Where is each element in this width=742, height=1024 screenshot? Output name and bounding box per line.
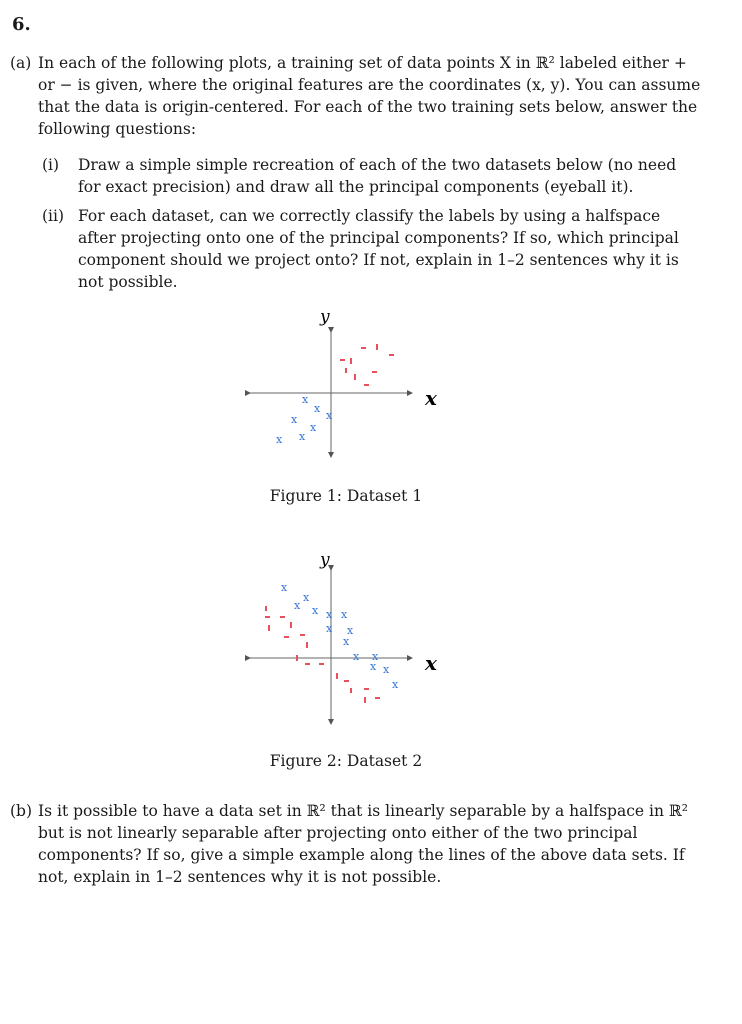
minus-point bbox=[376, 344, 378, 350]
x-point: x bbox=[312, 604, 319, 617]
x-point: x bbox=[310, 421, 317, 434]
part-b-text: Is it possible to have a data set in ℝ² that is linearly separable by a halfspace in ℝ² but is not linearly separable after projecting onto either of the two principal components? If so, give a simple example along the lines of the above data sets. If not, explain in 1–2 sentences why it is not possible. bbox=[38, 802, 688, 886]
x-point: x bbox=[347, 624, 354, 637]
minus-point bbox=[265, 606, 267, 611]
part-b-label: (b) bbox=[10, 802, 33, 820]
x-point: x bbox=[341, 608, 348, 621]
subpart-i-label: (i) bbox=[42, 156, 60, 174]
fig1-x-points bbox=[276, 393, 333, 446]
minus-point bbox=[345, 368, 347, 373]
x-point: x bbox=[326, 409, 333, 422]
x-point: x bbox=[343, 635, 350, 648]
minus-point bbox=[305, 663, 310, 665]
x-point: x bbox=[392, 678, 399, 691]
minus-point bbox=[375, 697, 380, 699]
x-point: x bbox=[276, 433, 283, 446]
minus-point bbox=[344, 680, 349, 682]
subpart-i-text: Draw a simple simple recreation of each of the two datasets below (no need for exact precision) and draw all the principal components (eyeball it). bbox=[78, 156, 677, 196]
minus-point bbox=[336, 673, 338, 679]
x-point: x bbox=[294, 599, 301, 612]
x-point: x bbox=[314, 402, 321, 415]
figure-1-caption: Figure 1: Dataset 1 bbox=[269, 487, 423, 505]
x-point: x bbox=[353, 650, 360, 663]
minus-point bbox=[306, 642, 308, 648]
minus-point bbox=[364, 688, 369, 690]
x-point: x bbox=[299, 430, 306, 443]
minus-point bbox=[372, 371, 377, 373]
minus-point bbox=[265, 616, 270, 618]
minus-point bbox=[340, 359, 345, 361]
minus-point bbox=[364, 384, 369, 386]
part-b bbox=[10, 800, 705, 888]
minus-point bbox=[350, 688, 352, 693]
minus-point bbox=[364, 697, 366, 703]
x-point: x bbox=[326, 622, 333, 635]
minus-point bbox=[361, 347, 366, 349]
subpart-ii-text: For each dataset, can we correctly classify the labels by using a halfspace after projecting onto one of the principal components? If so, which principal component should we project onto? If not, explain in 1–2 sentences why it is not possible. bbox=[78, 207, 679, 291]
fig1-y-label: y bbox=[320, 307, 330, 327]
fig2-x-label: x bbox=[425, 651, 437, 675]
fig2-y-label: y bbox=[320, 550, 330, 570]
subpart-ii-label: (ii) bbox=[42, 207, 65, 225]
minus-point bbox=[300, 634, 305, 636]
x-point: x bbox=[370, 660, 377, 673]
figure-2-caption: Figure 2: Dataset 2 bbox=[269, 752, 423, 770]
fig1-minus-points bbox=[340, 344, 394, 386]
minus-point bbox=[296, 655, 298, 661]
minus-point bbox=[280, 616, 285, 618]
x-point: x bbox=[326, 608, 333, 621]
x-point: x bbox=[281, 581, 288, 594]
x-point: x bbox=[302, 393, 309, 406]
fig2-x-points bbox=[281, 581, 399, 691]
minus-point bbox=[284, 636, 289, 638]
minus-point bbox=[350, 358, 352, 364]
part-a-text: In each of the following plots, a training set of data points X in ℝ² labeled either + or − is given, where the original features are the coordinates (x, y). You can assume that the data is origin-centered. For each of the two training sets below, answer the following questions: bbox=[38, 54, 701, 138]
x-point: x bbox=[372, 650, 379, 663]
x-point: x bbox=[383, 663, 390, 676]
x-point: x bbox=[291, 413, 298, 426]
minus-point bbox=[290, 622, 292, 628]
minus-point bbox=[268, 625, 270, 631]
minus-point bbox=[389, 354, 394, 356]
part-a-label: (a) bbox=[10, 54, 32, 72]
fig1-x-label: x bbox=[425, 386, 437, 410]
fig2-minus-points bbox=[265, 606, 380, 703]
x-point: x bbox=[303, 591, 310, 604]
minus-point bbox=[354, 374, 356, 380]
minus-point bbox=[319, 663, 324, 665]
question-number: 6. bbox=[12, 14, 31, 35]
